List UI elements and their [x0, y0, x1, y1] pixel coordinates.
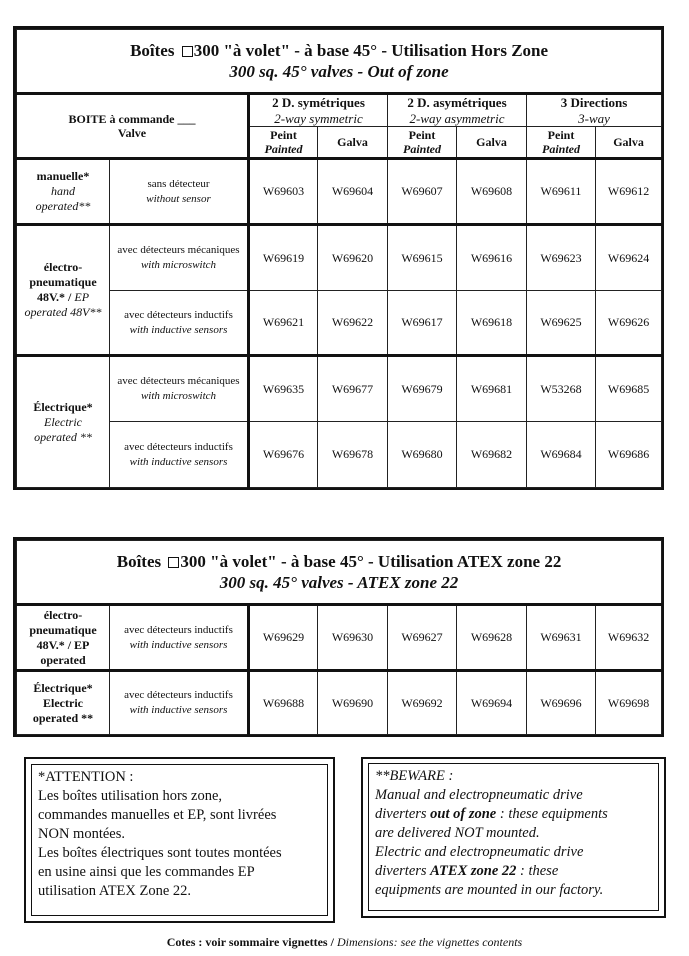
table-cell: W69607	[388, 159, 457, 225]
table-cell: W69622	[318, 291, 388, 356]
table-cell: W69681	[457, 356, 527, 422]
detector-none: sans détecteur without sensor	[110, 159, 249, 225]
table-cell: W69627	[388, 605, 457, 671]
subcol-peint: Peint Painted	[388, 127, 457, 159]
table-cell: W69611	[527, 159, 596, 225]
category-electropneumatic: électro- pneumatique 48V.* / EP operated	[17, 605, 110, 671]
table-cell: W69608	[457, 159, 527, 225]
table-cell: W69682	[457, 422, 527, 488]
table-cell: W69684	[527, 422, 596, 488]
detector-inductive: avec détecteurs inductifs with inductive sensors	[110, 605, 249, 671]
table-cell: W69680	[388, 422, 457, 488]
table-cell: W69624	[596, 225, 662, 291]
table-cell: W69696	[527, 671, 596, 735]
table-cell: W69616	[457, 225, 527, 291]
note-english	[361, 757, 666, 918]
table-cell: W69628	[457, 605, 527, 671]
table-cell: W69623	[527, 225, 596, 291]
category-manual: manuelle* hand operated**	[17, 159, 110, 225]
group-header-3way: 3 Directions 3-way	[527, 94, 662, 127]
table-cell: W69625	[527, 291, 596, 356]
group-header-sym: 2 D. symétriques 2-way symmetric	[249, 94, 388, 127]
square-icon	[168, 557, 179, 568]
table-cell: W69632	[596, 605, 662, 671]
footer-dimensions-note: Cotes : voir sommaire vignettes / Dimensions: see the vignettes contents	[166, 935, 523, 949]
table-cell: W69619	[249, 225, 318, 291]
category-electric: Électrique* Electric operated **	[17, 356, 110, 488]
category-electropneumatic: électro- pneumatique 48V.* / EP operated 48V**	[17, 225, 110, 356]
table-cell: W69617	[388, 291, 457, 356]
subcol-galva: Galva	[457, 127, 527, 159]
detector-inductive: avec détecteurs inductifs with inductive sensors	[110, 291, 249, 356]
square-icon	[182, 46, 193, 57]
table-cell: W69679	[388, 356, 457, 422]
table-cell: W69690	[318, 671, 388, 735]
note-french	[24, 757, 335, 923]
detector-mechanical: avec détecteurs mécaniques with microswitch	[110, 356, 249, 422]
table-cell: W69620	[318, 225, 388, 291]
table-cell: W69685	[596, 356, 662, 422]
detector-inductive: avec détecteurs inductifs with inductive sensors	[110, 422, 249, 488]
table-cell: W69698	[596, 671, 662, 735]
corner-header: BOITE à commande ___ Valve	[17, 94, 249, 159]
subcol-peint: Peint Painted	[249, 127, 318, 159]
subcol-peint: Peint Painted	[527, 127, 596, 159]
subcol-galva: Galva	[318, 127, 388, 159]
table-cell: W69678	[318, 422, 388, 488]
group-header-asym: 2 D. asymétriques 2-way asymmetric	[388, 94, 527, 127]
table-cell: W69676	[249, 422, 318, 488]
table-cell: W69694	[457, 671, 527, 735]
detector-mechanical: avec détecteurs mécaniques with microswitch	[110, 225, 249, 291]
table-cell: W69677	[318, 356, 388, 422]
table-atex-zone22	[13, 537, 664, 737]
table-cell: W69688	[249, 671, 318, 735]
table-cell: W69612	[596, 159, 662, 225]
table-cell: W69618	[457, 291, 527, 356]
category-electric: Électrique* Electric operated **	[17, 671, 110, 735]
table-cell: W69603	[249, 159, 318, 225]
table-cell: W69615	[388, 225, 457, 291]
table-cell: W69686	[596, 422, 662, 488]
table1-title: Boîtes 300 "à volet" - à base 45° - Utilisation Hors Zone 300 sq. 45° valves - Out of zone	[17, 30, 662, 94]
table-cell: W69630	[318, 605, 388, 671]
table-out-of-zone	[13, 26, 664, 490]
table-cell: W69626	[596, 291, 662, 356]
table-cell: W69631	[527, 605, 596, 671]
table-cell: W69604	[318, 159, 388, 225]
table-cell: W53268	[527, 356, 596, 422]
table1-subtitle: 300 sq. 45° valves - Out of zone	[229, 62, 449, 81]
table2-title: Boîtes 300 "à volet" - à base 45° - Utilisation ATEX zone 22 300 sq. 45° valves - ATEX zone 22	[17, 541, 662, 605]
subcol-galva: Galva	[596, 127, 662, 159]
table-cell: W69629	[249, 605, 318, 671]
note-french-text: *ATTENTION : Les boîtes utilisation hors zone, commandes manuelles et EP, sont livrées NON montées. Les boîtes électriques sont toutes montées en usine ainsi que les commandes EP utilisation ATEX Zone 22.	[31, 764, 328, 916]
table2-subtitle: 300 sq. 45° valves - ATEX zone 22	[219, 573, 459, 592]
table-cell: W69621	[249, 291, 318, 356]
table-cell: W69692	[388, 671, 457, 735]
detector-inductive: avec détecteurs inductifs with inductive sensors	[110, 671, 249, 735]
note-english-text: **BEWARE : Manual and electropneumatic drive diverters out of zone : these equipments are delivered NOT mounted. Electric and electropneumatic drive diverters ATEX zone 22 : these equipments are mounted in our factory.	[368, 763, 659, 911]
table-cell: W69635	[249, 356, 318, 422]
